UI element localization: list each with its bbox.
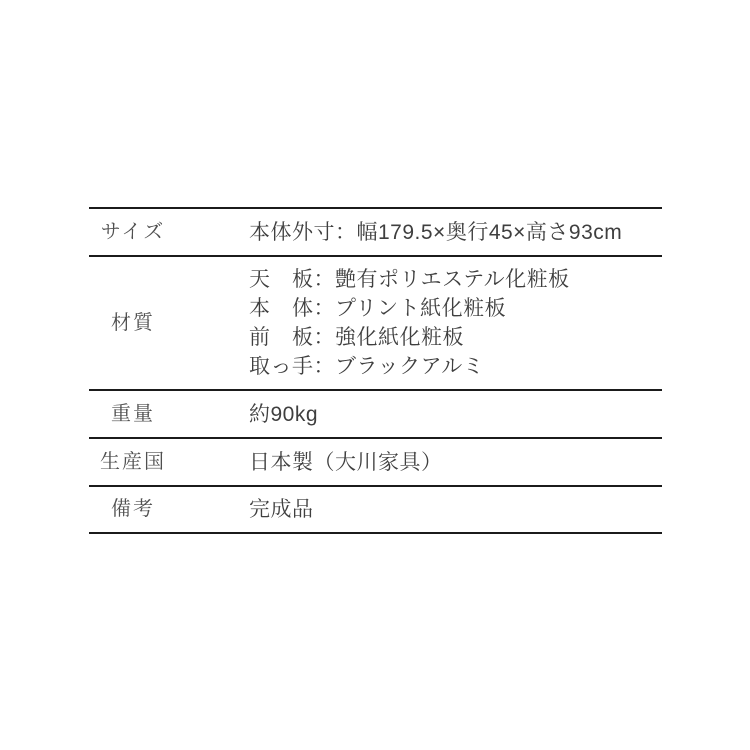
spec-value-line: 本 体：プリント紙化粧板 <box>249 297 507 320</box>
spec-row-value <box>249 400 662 429</box>
spec-row-label: サイズ <box>100 220 166 243</box>
spec-row-label: 備考 <box>111 498 155 520</box>
spec-row-value <box>249 218 662 247</box>
spec-row-value <box>249 448 662 477</box>
spec-table-row <box>89 207 662 255</box>
spec-table-row <box>89 437 662 485</box>
spec-table-row <box>89 255 662 389</box>
spec-value-line: 前 板：強化紙化粧板 <box>249 326 464 349</box>
spec-value-line: 日本製（大川家具） <box>249 450 443 474</box>
spec-value-line: 完成品 <box>249 498 314 521</box>
spec-value-line: 天 板：艶有ポリエステル化粧板 <box>249 268 570 291</box>
spec-table-row <box>89 389 662 437</box>
spec-row-label: 重量 <box>111 402 155 425</box>
spec-row-value <box>249 495 662 524</box>
spec-table-row <box>89 485 662 534</box>
product-spec-table <box>89 207 662 534</box>
spec-row-label: 材質 <box>111 311 155 334</box>
spec-value-line: 約90kg <box>249 402 319 426</box>
spec-row-value <box>249 265 662 381</box>
spec-row-label: 生産国 <box>100 450 166 473</box>
spec-value-line: 本体外寸：幅179.5×奥行45×高さ93cm <box>249 220 623 244</box>
spec-value-line: 取っ手：ブラックアルミ <box>249 355 485 378</box>
